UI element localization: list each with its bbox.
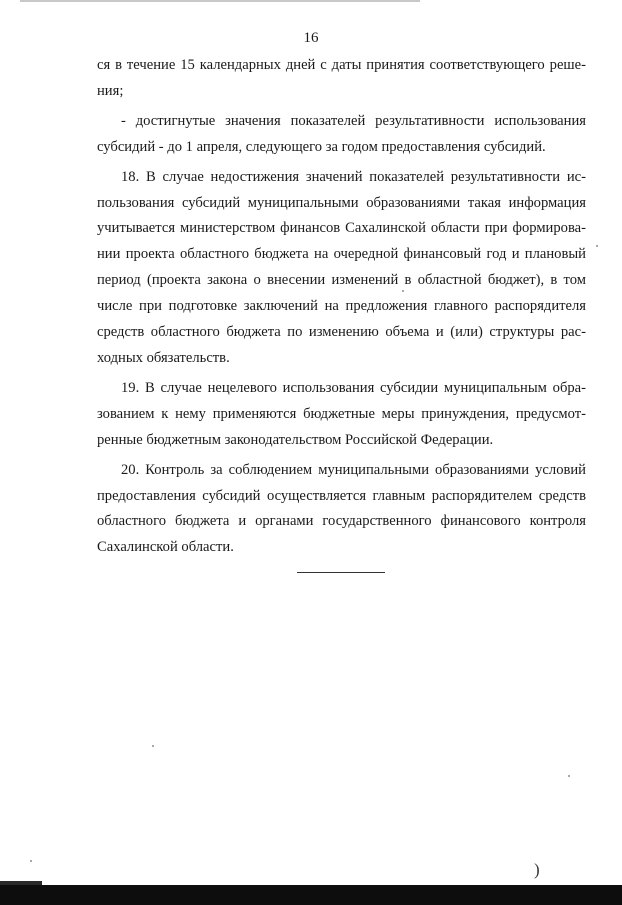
scan-speck — [596, 245, 598, 247]
scan-edge-top — [20, 0, 420, 2]
scan-speck — [30, 860, 32, 862]
margin-mark: ) — [534, 860, 540, 879]
scan-speck — [152, 745, 154, 747]
end-divider-line — [297, 572, 385, 573]
page-number: 16 — [303, 30, 319, 46]
paragraph-18: 18. В случае недостижения значений показателей результативности ис-пользования субсидий муниципальными образованиями такая информация учитывается министерством финансов Сахалинской области при формирова-нии проекта областного бюджета на очередной финансовый год и плановый период (проекта закона о внесении изменений в областной бюджет), в том числе при подготовке заключений на предложения главного распорядителя средств областного бюджета по изменению объема и (или) структуры рас-ходных обязательств. — [97, 168, 586, 366]
paragraph-19: 19. В случае нецелевого использования субсидии муниципальным обра-зованием к нему применяются бюджетные меры принуждения, предусмот-ренные бюджетным законодательством Российской Федерации. — [97, 379, 586, 448]
paragraph-continuation: ся в течение 15 календарных дней с даты принятия соответствующего реше-ния; — [97, 57, 586, 99]
paragraph-deadline-item: - достигнутые значения показателей результативности использования субсидий - до 1 апреля, следующего за годом предоставления субсидий. — [97, 112, 586, 155]
scan-speck — [568, 775, 570, 777]
scan-edge-bottom — [0, 885, 622, 905]
document-body — [97, 53, 586, 565]
scan-speck — [402, 290, 404, 292]
paragraph-20: 20. Контроль за соблюдением муниципальными образованиями условий предоставления субсидий осуществляется главным распорядителем средств областного бюджета и органами государственного финансового контроля Сахалинской области. — [97, 461, 586, 556]
